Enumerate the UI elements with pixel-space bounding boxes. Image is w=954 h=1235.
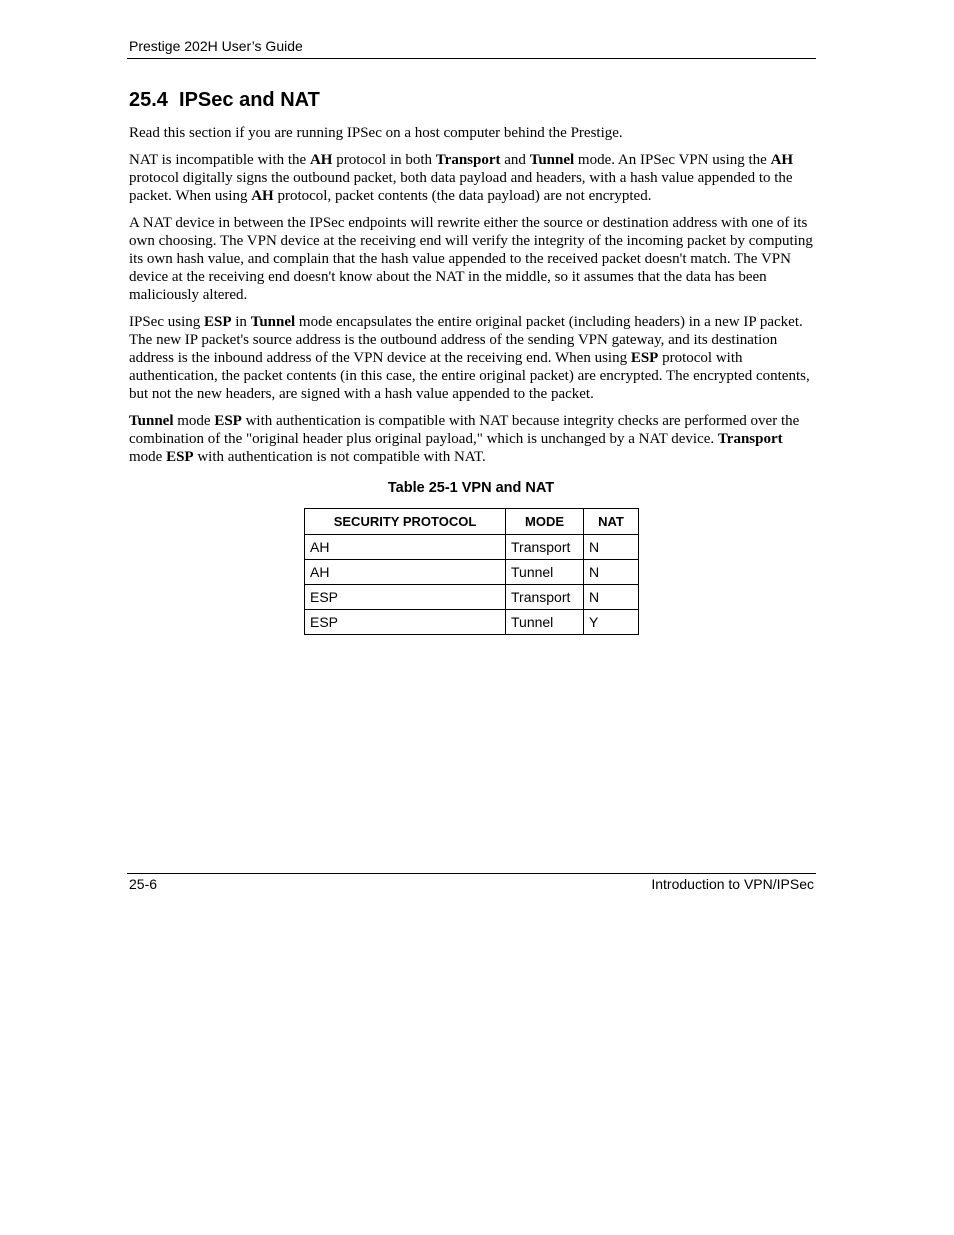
text-run: with authentication is compatible with NAT because integrity checks are performed over the combination of the "original header plus original payload," which is unchanged by a NAT device. — [129, 413, 800, 447]
bold-term: Transport — [717, 431, 783, 447]
cell-protocol: ESP — [305, 610, 506, 635]
paragraph — [129, 124, 813, 142]
body-text — [129, 124, 813, 475]
text-run: protocol, packet contents (the data payload) are not encrypted. — [273, 188, 652, 204]
page-number: 25-6 — [129, 876, 158, 892]
cell-nat: Y — [584, 610, 639, 635]
text-run: Read this section if you are running IPSec on a host computer behind the Prestige. — [129, 125, 623, 141]
bold-term: ESP — [166, 449, 194, 465]
bold-term: AH — [770, 152, 794, 168]
footer-rule — [127, 873, 816, 874]
bold-term: ESP — [214, 413, 242, 429]
cell-protocol: AH — [305, 560, 506, 585]
table-header-row — [305, 509, 639, 535]
table-caption: Table 25-1 VPN and NAT — [387, 480, 555, 496]
bold-term: Tunnel — [129, 413, 174, 429]
text-run: mode — [173, 413, 215, 429]
text-run: mode — [129, 449, 167, 465]
table-row — [305, 610, 639, 635]
text-run: NAT is incompatible with the — [129, 152, 310, 168]
paragraph — [129, 214, 813, 304]
table-row — [305, 560, 639, 585]
chapter-title: Introduction to VPN/IPSec — [651, 876, 814, 892]
text-run: mode encapsulates the entire original packet (including headers) in a new IP packet. The new IP packet's source address is the outbound address of the sending VPN gateway, and its destination address is the inbound address of the VPN device at the receiving end. When using — [129, 314, 803, 366]
bold-term: AH — [309, 152, 333, 168]
vpn-nat-table — [304, 508, 639, 635]
header-rule — [127, 58, 816, 59]
cell-mode: Tunnel — [506, 610, 584, 635]
text-run: protocol digitally signs the outbound packet, both data payload and headers, with a hash value appended to the packet. When using — [129, 170, 793, 204]
column-header-mode: MODE — [506, 509, 584, 535]
bold-term: ESP — [204, 314, 232, 330]
column-header-security-protocol: SECURITY PROTOCOL — [305, 509, 506, 535]
text-run: with authentication is not compatible with NAT. — [193, 449, 486, 465]
table-row — [305, 585, 639, 610]
text-run: protocol in both — [332, 152, 436, 168]
text-run: protocol with authentication, the packet contents (in this case, the entire original packet) are encrypted. The encrypted contents, but not the new headers, are signed with a hash value appended to the packet. — [129, 350, 810, 402]
bold-term: AH — [251, 188, 274, 204]
cell-mode: Transport — [506, 535, 584, 560]
text-run: mode. An IPSec VPN using the — [574, 152, 771, 168]
column-header-nat: NAT — [584, 509, 639, 535]
text-run: in — [231, 314, 251, 330]
cell-protocol: AH — [305, 535, 506, 560]
bold-term: ESP — [630, 350, 659, 366]
text-run: and — [500, 152, 530, 168]
bold-term: Transport — [435, 152, 501, 168]
text-run: IPSec using — [129, 314, 204, 330]
cell-protocol: ESP — [305, 585, 506, 610]
cell-nat: N — [584, 535, 639, 560]
cell-nat: N — [584, 560, 639, 585]
running-header: Prestige 202H User’s Guide — [129, 38, 303, 54]
section-heading: 25.4 IPSec and NAT — [129, 89, 320, 111]
paragraph — [129, 412, 813, 466]
cell-mode: Tunnel — [506, 560, 584, 585]
paragraph — [129, 313, 813, 403]
text-run: A NAT device in between the IPSec endpoints will rewrite either the source or destination address with one of its own choosing. The VPN device at the receiving end will verify the integrity of the incoming packet by computing its own hash value, and complain that the hash value appended to the received packet doesn't match. The VPN device at the receiving end doesn't know about the NAT in the middle, so it assumes that the data has been maliciously altered. — [129, 215, 813, 303]
table-row — [305, 535, 639, 560]
paragraph — [129, 151, 813, 205]
cell-nat: N — [584, 585, 639, 610]
bold-term: Tunnel — [250, 314, 296, 330]
bold-term: Tunnel — [529, 152, 575, 168]
cell-mode: Transport — [506, 585, 584, 610]
